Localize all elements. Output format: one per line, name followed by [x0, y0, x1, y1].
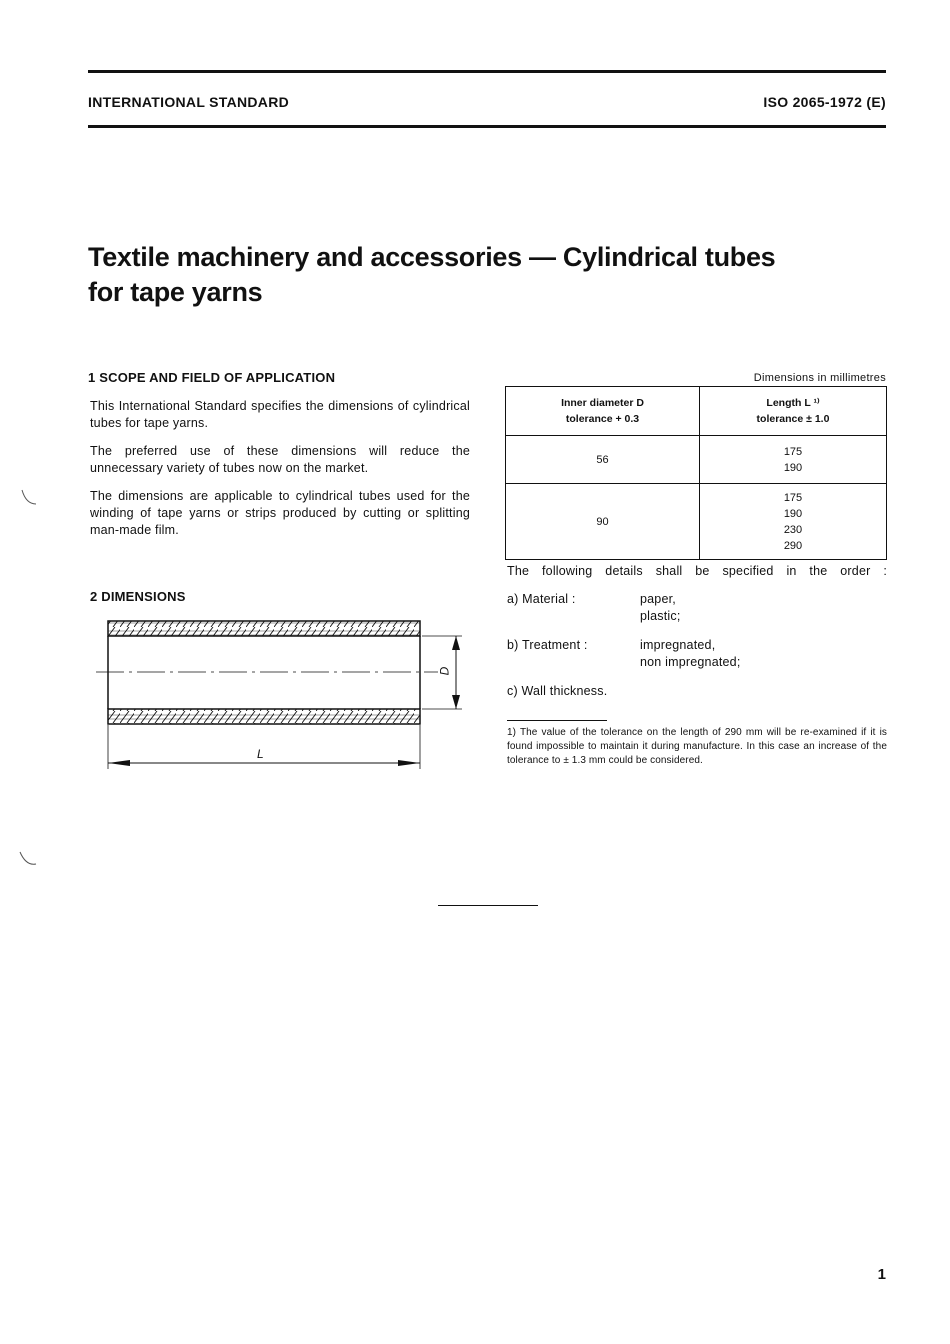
footnote-separator — [507, 720, 607, 721]
details-intro: The following details shall be specified in the order : — [507, 564, 887, 578]
table-row — [506, 484, 887, 560]
length-value: 290 — [783, 539, 803, 552]
length-cell — [700, 436, 887, 484]
table-row — [506, 436, 887, 484]
length-value: 175 — [783, 491, 803, 504]
section-1-paragraph-1: This International Standard specifies the dimensions of cylindrical tubes for tape yarns. — [90, 399, 470, 430]
table-header-row — [506, 387, 887, 436]
section-1-paragraph-3: The dimensions are applicable to cylindrical tubes used for the winding of tape yarns or strips produced by cutting or splitting man-made film. — [90, 489, 470, 537]
diameter-header-label: Inner diameter D — [561, 397, 644, 409]
title-line-2: for tape yarns — [88, 277, 263, 307]
tube-diagram — [92, 615, 472, 775]
tube-upper-wall — [108, 621, 420, 636]
standard-label: INTERNATIONAL STANDARD — [88, 94, 290, 110]
material-value: plastic; — [640, 609, 681, 623]
wall-thickness-label: c) Wall thickness. — [507, 684, 608, 698]
section-2-heading: 2 DIMENSIONS — [90, 589, 186, 604]
length-column-header — [700, 387, 887, 436]
length-label: L — [257, 747, 264, 761]
length-cell — [700, 484, 887, 560]
length-value: 190 — [783, 461, 803, 474]
treatment-label: b) Treatment : — [507, 638, 588, 652]
material-label: a) Material : — [507, 592, 576, 606]
length-value: 175 — [783, 445, 803, 458]
section-1-heading: 1 SCOPE AND FIELD OF APPLICATION — [88, 370, 336, 385]
diameter-cell: 90 — [506, 484, 700, 560]
title-line-1: Textile machinery and accessories — Cylindrical tubes — [88, 242, 776, 272]
diameter-column-header — [506, 387, 700, 436]
treatment-value: impregnated, — [640, 638, 716, 652]
page-title — [88, 240, 848, 310]
section-1-paragraph-2: The preferred use of these dimensions will reduce the unnecessary variety of tubes now on the market. — [90, 444, 470, 475]
length-value: 230 — [783, 523, 803, 536]
standard-number: ISO 2065-1972 (E) — [763, 94, 886, 110]
material-value: paper, — [640, 592, 676, 606]
diameter-tolerance-label: tolerance + 0.3 — [565, 413, 640, 425]
treatment-value: non impregnated; — [640, 655, 741, 669]
footnote: 1) The value of the tolerance on the length of 290 mm will be re-examined if it is found impossible to maintain it during manufacture. In this case an increase of the tolerance to ± 1.3 mm could be considered. — [507, 727, 887, 766]
page-number: 1 — [877, 1266, 886, 1283]
length-value: 190 — [783, 507, 803, 520]
top-rule — [88, 70, 886, 73]
length-tolerance-label: tolerance ± 1.0 — [756, 413, 830, 425]
diameter-cell: 56 — [506, 436, 700, 484]
dimensions-table — [505, 386, 887, 560]
header-rule — [88, 125, 886, 128]
tube-lower-wall — [108, 709, 420, 724]
margin-marks — [0, 480, 40, 880]
units-note: Dimensions in millimetres — [753, 372, 886, 384]
length-header-label: Length L ¹⁾ — [766, 397, 820, 409]
end-rule — [438, 905, 538, 906]
diameter-label: D — [437, 666, 452, 676]
